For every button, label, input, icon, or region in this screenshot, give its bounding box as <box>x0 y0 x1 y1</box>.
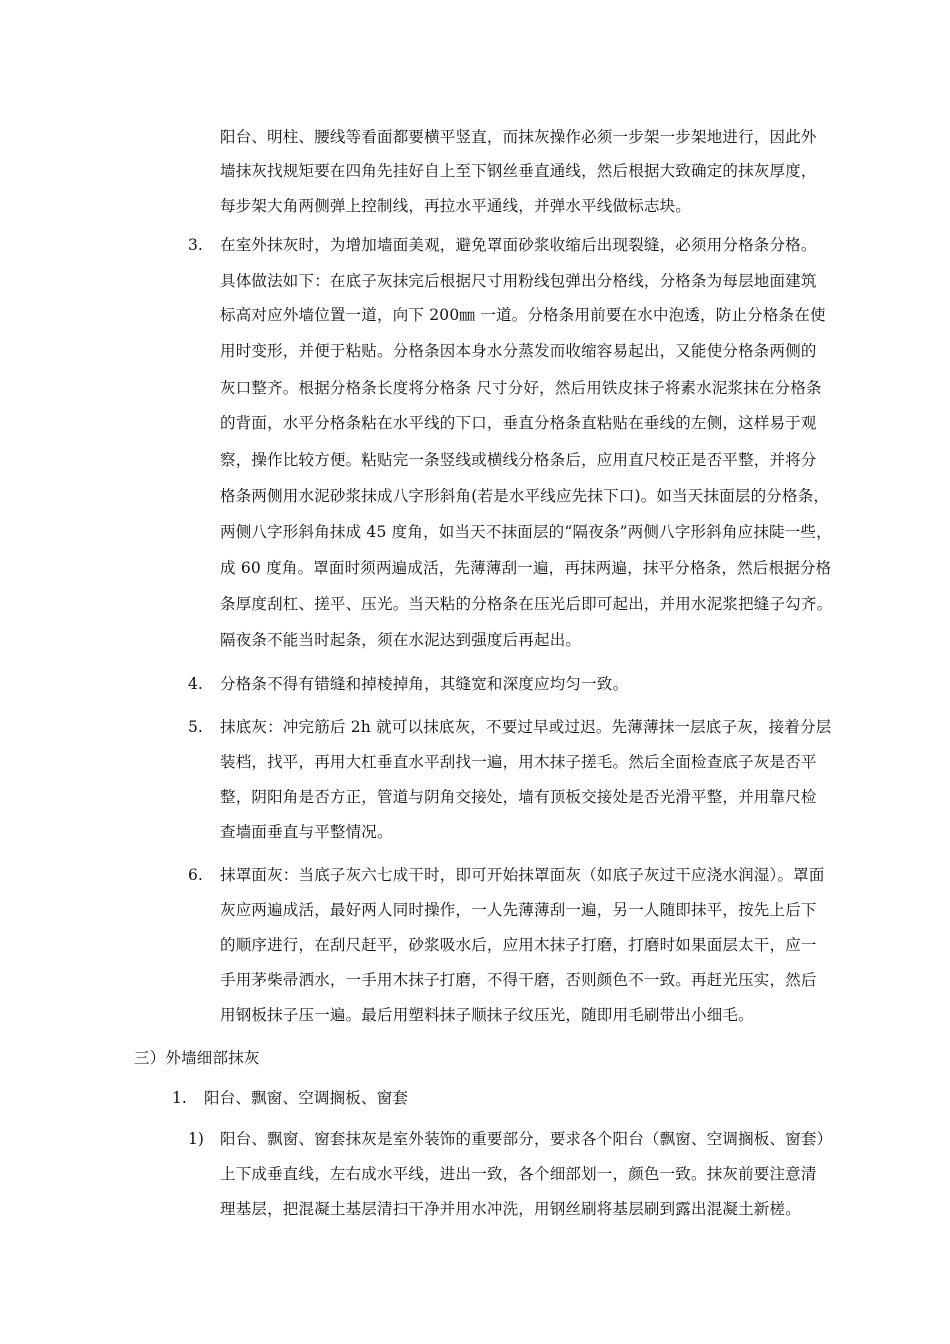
subitem-line: 理基层，把混凝土基层清扫干净并用水冲洗，用钢丝刷将基层刷到露出混凝土新槎。 <box>220 1200 801 1218</box>
item-number-5: 5. <box>188 718 203 736</box>
subheading-text: 阳台、飘窗、空调搁板、窗套 <box>204 1089 409 1107</box>
item-5-line: 装档，找平，再用大杠垂直水平刮找一遍，用木抹子搓毛。然后全面检查底子灰是否平 <box>220 753 817 771</box>
item-number-4: 4. <box>188 675 203 693</box>
item-number-3: 3. <box>188 236 203 254</box>
subitem-line: 阳台、飘窗、窗套抹灰是室外装饰的重要部分，要求各个阳台（飘窗、空调搁板、窗套） <box>220 1130 833 1148</box>
item-3-line: 灰口整齐。根据分格条长度将分格条 尺寸分好，然后用铁皮抹子将素水泥浆抹在分格条 <box>220 379 822 397</box>
item-6-line: 抹罩面灰：当底子灰六七成干时，即可开始抹罩面灰（如底子灰过干应浇水润湿）。罩面 <box>220 866 825 884</box>
intro-line-2: 墙抹灰找规矩要在四角先挂好自上至下钢丝垂直通线，然后根据大致确定的抹灰厚度， <box>220 162 817 180</box>
item-3-line: 察，操作比较方便。粘贴完一条竖线或横线分格条后，应用直尺校正是否平整，并将分 <box>220 451 817 469</box>
item-4-line: 分格条不得有错缝和掉棱掉角，其缝宽和深度应均匀一致。 <box>220 675 629 693</box>
item-5-line: 抹底灰：冲完筋后 2h 就可以抹底灰，不要过早或过迟。先薄薄抹一层底子灰，接着分层 <box>220 718 832 736</box>
item-6-line: 手用茅柴帚洒水，一手用木抹子打磨，不得干磨，否则颜色不一致。再赶光压实，然后 <box>220 971 817 989</box>
intro-line-1: 阳台、明柱、腰线等看面都要横平竖直，而抹灰操作必须一步架一步架地进行，因此外 <box>220 128 817 146</box>
item-3-line: 两侧八字形斜角抹成 45 度角，如当天不抹面层的“隔夜条”两侧八字形斜角应抹陡一些， <box>220 523 832 541</box>
subitem-number: 1) <box>188 1130 204 1148</box>
subitem-line: 上下成垂直线，左右成水平线，进出一致，各个细部划一，颜色一致。抹灰前要注意清 <box>220 1165 817 1183</box>
item-3-line: 成 60 度角。罩面时须两遍成活，先薄薄刮一遍，再抹两遍，抹平分格条，然后根据分格 <box>220 559 832 577</box>
section-heading: 三）外墙细部抹灰 <box>134 1049 260 1067</box>
item-5-line: 查墙面垂直与平整情况。 <box>220 823 393 841</box>
intro-line-3: 每步架大角两侧弹上控制线，再拉水平通线，并弹水平线做标志块。 <box>220 197 692 215</box>
item-6-line: 的顺序进行，在刮尺赶平，砂浆吸水后，应用木抹子打磨，打磨时如果面层太干，应一 <box>220 936 817 954</box>
item-6-line: 用钢板抹子压一遍。最后用塑料抹子顺抹子纹压光，随即用毛刷带出小细毛。 <box>220 1006 754 1024</box>
item-number-6: 6. <box>188 866 203 884</box>
item-5-line: 整，阴阳角是否方正，管道与阴角交接处，墙有顶板交接处是否光滑平整，并用靠尺检 <box>220 788 817 806</box>
item-3-line: 隔夜条不能当时起条，须在水泥达到强度后再起出。 <box>220 631 582 649</box>
item-3-line: 在室外抹灰时，为增加墙面美观，避免罩面砂浆收缩后出现裂缝，必须用分格条分格。 <box>220 236 817 254</box>
item-3-line: 具体做法如下：在底子灰抹完后根据尺寸用粉线包弹出分格线，分格条为每层地面建筑 <box>220 272 817 290</box>
item-3-line: 用时变形，并便于粘贴。分格条因本身水分蒸发而收缩容易起出，又能使分格条两侧的 <box>220 342 817 360</box>
item-6-line: 灰应两遍成活，最好两人同时操作，一人先薄薄刮一遍，另一人随即抹平，按先上后下 <box>220 901 817 919</box>
item-3-line: 条厚度刮杠、搓平、压光。当天粘的分格条在压光后即可起出，并用水泥浆把缝子勾齐。 <box>220 595 833 613</box>
item-3-line: 的背面，水平分格条粘在水平线的下口，垂直分格条直粘贴在垂线的左侧，这样易于观 <box>220 414 817 432</box>
item-3-line: 格条两侧用水泥砂浆抹成八字形斜角(若是水平线应先抹下口)。如当天抹面层的分格条， <box>220 487 830 505</box>
subheading-number: 1. <box>172 1089 187 1107</box>
item-3-line: 标高对应外墙位置一道，向下 200㎜ 一道。分格条用前要在水中泡透，防止分格条在使 <box>220 306 826 324</box>
